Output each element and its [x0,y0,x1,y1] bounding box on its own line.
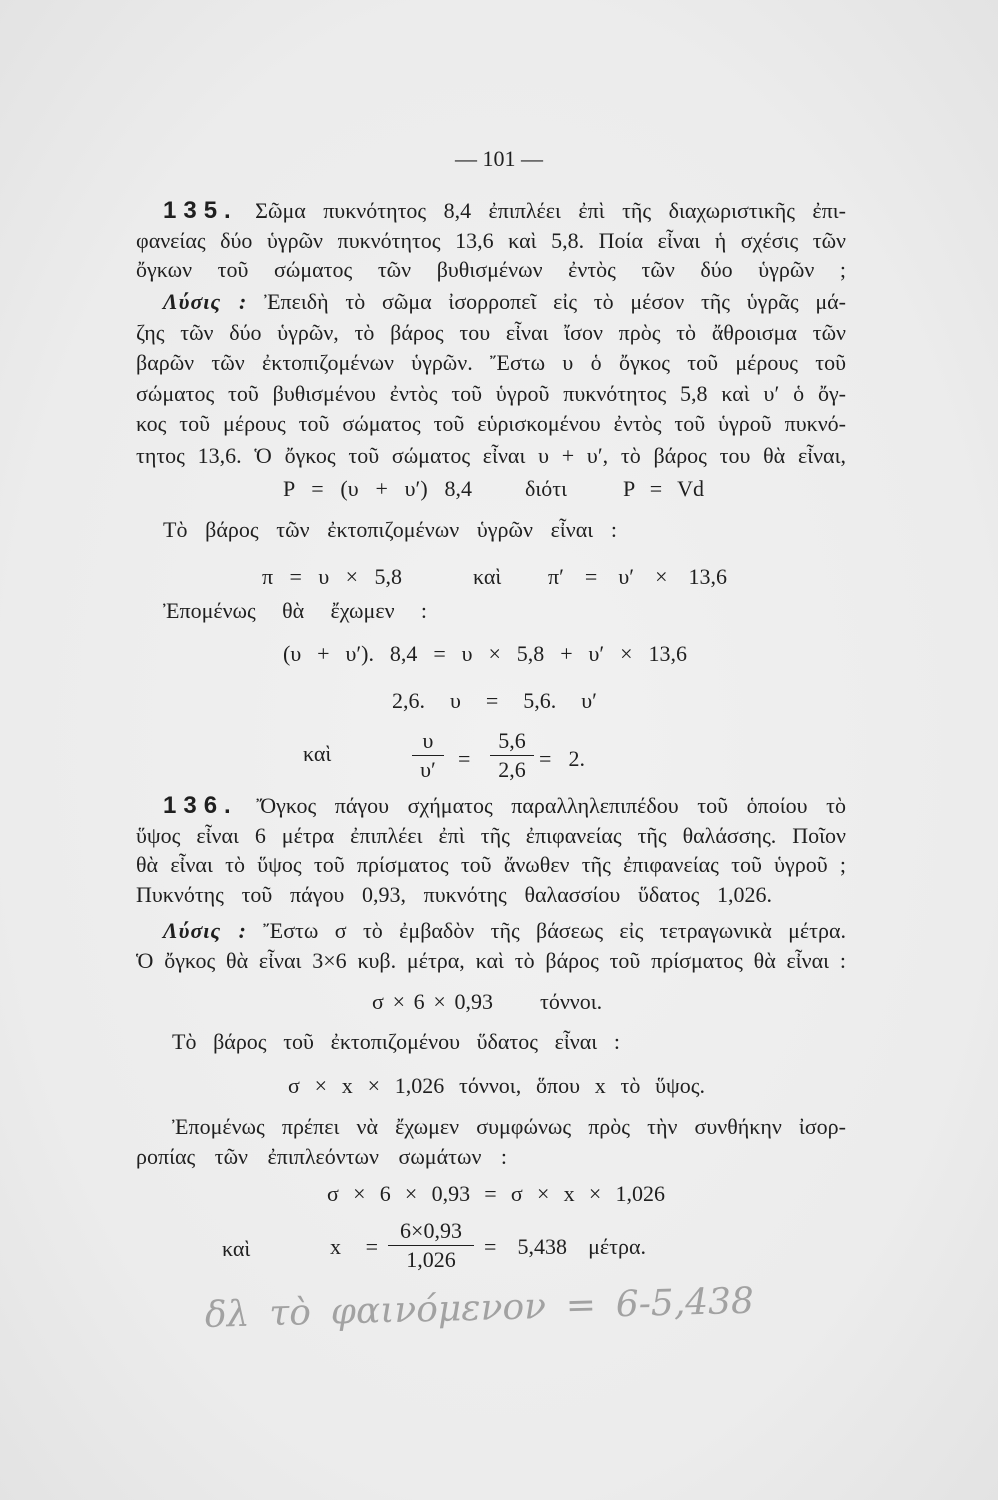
equation-equilibrium [327,1181,665,1207]
fraction-density-ratio [490,729,534,782]
line-content: ὕψος εἶναι 6 μέτρα ἐπιπλέει ἐπὶ τῆς ἐπιφανείας τῆς θαλάσσης. Ποῖον [136,823,846,848]
fraction-volume-ratio [412,729,444,782]
line-content: σ × x × 1,026 τόννοι, ὅπου x τὸ ὕψος. [288,1073,705,1098]
therefore-line [163,598,427,624]
displaced-weight-intro [163,517,617,543]
line-content: ροπίας τῶν ἐπιπλεόντων σωμάτων : [136,1144,507,1169]
fraction-bar [388,1245,474,1246]
line-content: σ × 6 × 0,93 = σ × x × 1,026 [327,1181,665,1206]
problem-135-solution-line-2 [136,320,846,346]
equals-sign: = [458,746,471,771]
fraction-numerator: 6×0,93 [400,1218,462,1243]
page-number: — 101 — [455,146,543,171]
ratio-and-word: καὶ [303,741,332,766]
problem-135-solution-text: Ἐπειδὴ τὸ σῶμα ἰσορροπεῖ εἰς τὸ μέσον τῆς ὑγρᾶς μά- [264,289,846,314]
problem-135-statement-line-2 [136,228,846,254]
displaced-water-intro [172,1029,620,1055]
line-content: = 2. [539,746,585,771]
problem-136-solution-line-1 [163,918,846,944]
line-content: σ × 6 × 0,93 [372,989,493,1014]
line-content: (υ + υ′). 8,4 = υ × 5,8 + υ′ × 13,6 [283,641,687,666]
result-lhs [330,1234,378,1260]
line-content: = 5,438 μέτρα. [484,1234,646,1259]
fraction-height-result [388,1219,474,1272]
fraction-numerator: υ [422,728,434,753]
equilibrium-line-1 [172,1114,846,1140]
line-content: δλ τὸ φαινόμενον = 6-5,438 [204,1280,755,1336]
line-content: P = (υ + υ′) 8,4 [283,476,472,501]
line-content: θὰ εἶναι τὸ ὕψος τοῦ πρίσματος τοῦ ἄνωθεν τῆς ἐπιφανείας τοῦ ὑγροῦ ; [136,852,846,877]
problem-135-solution-line-4 [136,381,846,407]
line-content: x = [330,1234,378,1259]
problem-136-statement-line-2 [136,823,846,849]
handwritten-note [204,1282,755,1336]
problem-136-statement-text: Ὄγκος πάγου σχήματος παραλληλεπιπέδου τοῦ ὁποίου τὸ [256,793,847,818]
problem-135-statement-line-3 [136,257,846,283]
line-content: Πυκνότης τοῦ πάγου 0,93, πυκνότης θαλασσίου ὕδατος 1,026. [136,882,772,907]
equation-weight [283,476,472,502]
line-content [163,289,846,314]
fraction-denominator: 2,6 [498,757,526,782]
line-content: Ἐπομένως πρέπει νὰ ἔχωμεν συμφώνως πρὸς τὴν συνθήκην ἰσορ- [172,1114,846,1139]
equilibrium-line-2 [136,1144,507,1170]
problem-135-number: 135. [163,197,238,224]
line-content: Ὁ ὄγκος θὰ εἶναι 3×6 κυβ. μέτρα, καὶ τὸ βάρος τοῦ πρίσματος θὰ εἶναι : [136,948,846,973]
line-content [163,793,846,818]
solution-label: Λύσις : [163,918,247,943]
fraction-bar [490,755,534,756]
fraction-denominator: 1,026 [406,1247,456,1272]
problem-136-number: 136. [163,792,238,819]
because-word: διότι [525,476,568,501]
line-content: Τὸ βάρος τῶν ἐκτοπιζομένων ὑγρῶν εἶναι : [163,517,617,542]
problem-136-solution-line-2 [136,948,846,974]
equation-simplified [392,688,597,714]
problem-135-solution-line-5 [136,411,846,437]
line-content: σώματος τοῦ βυθισμένου ἐντὸς τοῦ ὑγροῦ πυκνότητος 5,8 καὶ υ′ ὁ ὄγ- [136,381,846,406]
line-content: Τὸ βάρος τοῦ ἐκτοπιζομένου ὕδατος εἶναι : [172,1029,620,1054]
equation-weight-definition [623,476,704,502]
solution-label: Λύσις : [163,289,248,314]
line-content: ὄγκων τοῦ σώματος τῶν βυθισμένων ἐντὸς τῶν δύο ὑγρῶν ; [136,257,846,282]
line-content: τητος 13,6. Ὁ ὄγκος τοῦ σώματος εἶναι υ + υ′, τὸ βάρος του θὰ εἶναι, [136,443,846,468]
problem-136-solution-text: Ἔστω σ τὸ ἐμβαδὸν τῆς βάσεως εἰς τετραγωνικὰ μέτρα. [263,918,846,943]
fraction-numerator: 5,6 [498,728,526,753]
result-and-word: καὶ [222,1236,251,1261]
equation-prism-weight [372,989,493,1015]
equation-displaced-water [288,1073,705,1099]
equation-pi-prime [548,564,727,590]
problem-135-statement-line-1 [163,198,846,224]
equation-pi [262,564,402,590]
result-rhs [484,1234,646,1260]
problem-135-statement-text: Σῶμα πυκνότητος 8,4 ἐπιπλέει ἐπὶ τῆς διαχωριστικῆς ἐπι- [255,198,846,223]
and-word: καὶ [473,564,502,589]
line-content: ζης τῶν δύο ὑγρῶν, τὸ βάρος του εἶναι ἴσον πρὸς τὸ ἄθροισμα τῶν [136,320,846,345]
line-content: βαρῶν τῶν ἐκτοπιζομένων ὑγρῶν. Ἔστω υ ὁ ὄγκος τοῦ μέρους τοῦ [136,350,846,375]
line-content: κος τοῦ μέρους τοῦ σώματος τοῦ εὑρισκομένου ἐντὸς τοῦ ὑγροῦ πυκνό- [136,411,846,436]
fraction-denominator: υ′ [420,757,436,782]
problem-135-solution-line-3 [136,350,846,376]
problem-136-statement-line-1 [163,793,846,819]
line-content: π = υ × 5,8 [262,564,402,589]
line-content [163,918,846,943]
line-content: π′ = υ′ × 13,6 [548,564,727,589]
unit-tons: τόννοι. [540,989,603,1014]
problem-136-statement-line-3 [136,852,846,878]
equation-balance [283,641,687,667]
problem-135-solution-line-1 [163,289,846,315]
problem-136-statement-line-4 [136,882,772,908]
ratio-result [539,746,585,772]
problem-135-solution-line-6 [136,443,846,469]
fraction-bar [412,755,444,756]
line-content: P = Vd [623,476,704,501]
line-content: Ἐπομένως θὰ ἔχωμεν : [163,598,427,623]
line-content: φανείας δύο ὑγρῶν πυκνότητος 13,6 καὶ 5,8. Ποία εἶναι ἡ σχέσις τῶν [136,228,846,253]
line-content [163,198,846,223]
line-content: 2,6. υ = 5,6. υ′ [392,688,597,713]
